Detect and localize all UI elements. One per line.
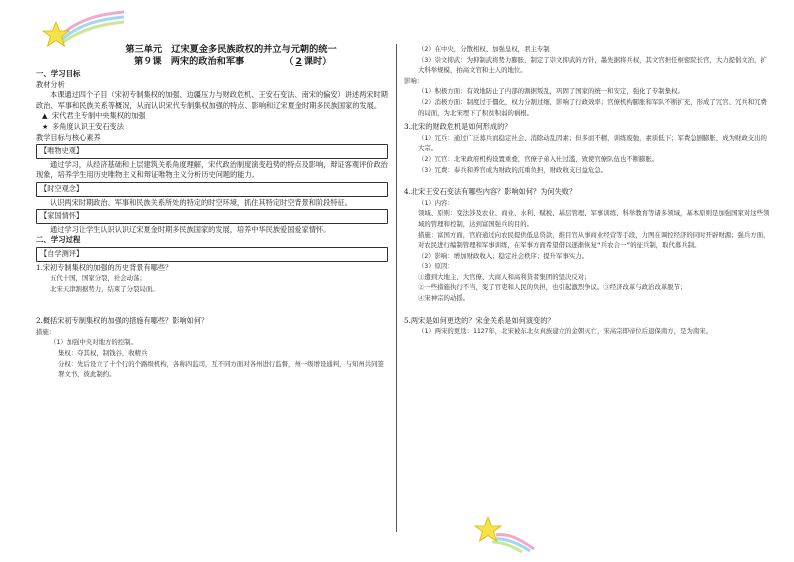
question: 1.宋初专制集权的加强的历史背景有哪些？ [36, 262, 173, 272]
objective-text: 通过学习，从经济基础和上层建筑关系角度理解，宋代政治制度演变趋势的特点及影响，辩证客观评价政治现象，培养学生用历史唯物主义和辩证唯物主义分析历史问题的能力。 [36, 159, 388, 180]
objective-box-patriotism [36, 209, 388, 224]
question: 4.北宋王安石变法有哪些内容？影响如何？为何失败？ [404, 187, 577, 197]
answer-line: ②一些措施执行不当，变了官吏和人民的负担，也引起激烈争议。③经济改革与政治改革脱节； [418, 283, 687, 292]
lesson-hours: （ 2 课时） [284, 56, 332, 67]
answer-line: （3）冗费：奉兵和养官成为财政的沉重负担，财政收支日益危急。 [418, 165, 608, 174]
box-label: 【家国情怀】 [40, 211, 84, 221]
answer-line: （1）两宋的更迭：1127年，北宋被东北女真族建立的金朝灭亡，宋高宗即帝位后退保南方，是为南宋。 [418, 327, 713, 336]
answer-line: ④宋神宗的动摇。 [418, 294, 470, 303]
answer-line: （1）加强中央对地方的控制。 [50, 338, 137, 347]
answer-line: 五代十国，国家分裂，社会动荡； [50, 274, 146, 283]
right-column [404, 44, 772, 337]
objective-text: 认识两宋时期政治、军事和民族关系所处的特定的时空环境，抓住其特定时空背景和阶段特征。 [50, 197, 352, 207]
answer-line: （3）崇文抑武：为抑制武将势力膨胀，制定了崇文抑武的方针，墨先据将兵权，其文官担任枢密院长官，大力提倡文治，扩大科举规模，拍高文官和士人的地位。 [418, 55, 767, 75]
answer-line: 措施：富国方面，官府通过向农民提供低息贷款，推目官从事商业经营等手段，力图在调控经济的同时开辟财源；强兵方面，对农民进行编制管理和军事训练，在军事方面希望借以逐渐恢复“兵农合一”的征兵制，取代募兵制。 [418, 230, 770, 250]
answer-line: （3）原因： [418, 262, 454, 271]
question: 2.概括宋初专制集权的加强的措施有哪些？影响如何？ [36, 316, 209, 326]
answer-line: 影响： [404, 76, 424, 85]
answer-line: （2）影响：增加财政收入；稳定社会秩序；提升军事实力。 [418, 251, 589, 260]
hours-value: 2 [295, 56, 302, 67]
answer-line: ①遭到大地主、大官僚、大商人和高利贷者集团的坚决反对； [418, 272, 591, 281]
self-assessment-box [36, 247, 388, 262]
left-column [36, 44, 388, 380]
answer-line: 集权：夺其权，制钱谷，收精兵 [58, 349, 148, 358]
answer-line: 北宋天津割据势力，结束了分裂局面。 [50, 284, 159, 293]
box-label: 【自学测评】 [40, 248, 84, 258]
answer-line: （2）冗官：北宋政府机构设置重叠，官僚子弟入仕过滥，致使官僚队伍也不断膨胀。 [418, 154, 659, 163]
lesson-title: 第９课 两宋的政治和军事 [134, 56, 245, 67]
shooting-star-icon [472, 513, 536, 553]
section-heading: 二、学习过程 [36, 235, 81, 245]
lesson-header [36, 56, 388, 68]
key-point-item: ★ 多角度认识王安石变法 [42, 121, 124, 131]
teaching-analysis-text: 本课通过四个子目（宋初专制集权的加强、边疆压力与财政危机、王安石变法、南宋的偏安）讲述两宋时期政治、军事和民族关系等概况，从而认识宋代专制集权加强的特点、影响和辽宋夏金时期多民族国家的发展。 [36, 90, 388, 110]
answer-line: （1）内容： [418, 198, 454, 207]
answer-line: 分权：先后设立了十个行的个路级机构，各称四监司，互不同方面对各州进行监督，州一级增设通判，与知州共同签署文书，彼此制约。 [58, 359, 384, 379]
star-icon: ★ [42, 122, 49, 131]
answer-line: 领域、原则：变法涉及农业、商业、水利、赋税、基层管理、军事训练、科举教育等诸多领域，基本原则是加强国家对这些领域的管理和控制，达到富国强兵的目的。 [418, 209, 770, 228]
unit-title: 第三单元 辽宋夏金多民族政权的并立与元朝的统一 [125, 44, 337, 55]
goal-label: 教学目标与核心素养 [36, 132, 101, 142]
teaching-analysis-label: 教材分析 [36, 79, 65, 89]
answer-line: 措施： [36, 327, 56, 336]
objective-text: 通过学习让学生认识认识辽宋夏金时期多民族国家的发展，培养中华民族爱国爱家情怀。 [50, 224, 331, 234]
box-label: 【时空观念】 [40, 183, 84, 193]
question: 5.两宋是如何更迭的？宋金关系是如何演变的？ [404, 315, 555, 325]
key-point-item: ▲ 宋代君主专制中央集权的加强 [42, 111, 146, 121]
question: 3.北宋的财政危机是如何形成的？ [404, 122, 512, 132]
section-heading: 一、学习目标 [36, 69, 81, 78]
answer-line: （1）冗兵：通过广泛募兵而稳定社会、消除动乱因素；但多而不精，训练废弛，素质低下；军费急剧膨胀，成为财政支出的大宗。 [418, 133, 767, 153]
box-label: 【唯物史观】 [40, 146, 84, 156]
answer-line: （2）消极方面：制度过于僵化，权力分割过细，影响了行政效率；官僚机构膨胀和军队不断扩充，形成了冗官、冗兵和冗费的局面，为北宋埋下了积贫积弱的祸根。 [418, 97, 767, 117]
answer-line: （1）积极方面：有效地防止了内部的割据叛乱，巩固了国家的统一和安定，强化了专制集权。 [418, 87, 684, 96]
triangle-icon: ▲ [42, 112, 48, 121]
answer-line: （2）在中央，分散相权、加强皇权，君主专制 [418, 45, 550, 53]
objective-box-spacetime [36, 182, 388, 197]
objective-box-materialism [36, 144, 388, 159]
column-divider [396, 44, 397, 532]
